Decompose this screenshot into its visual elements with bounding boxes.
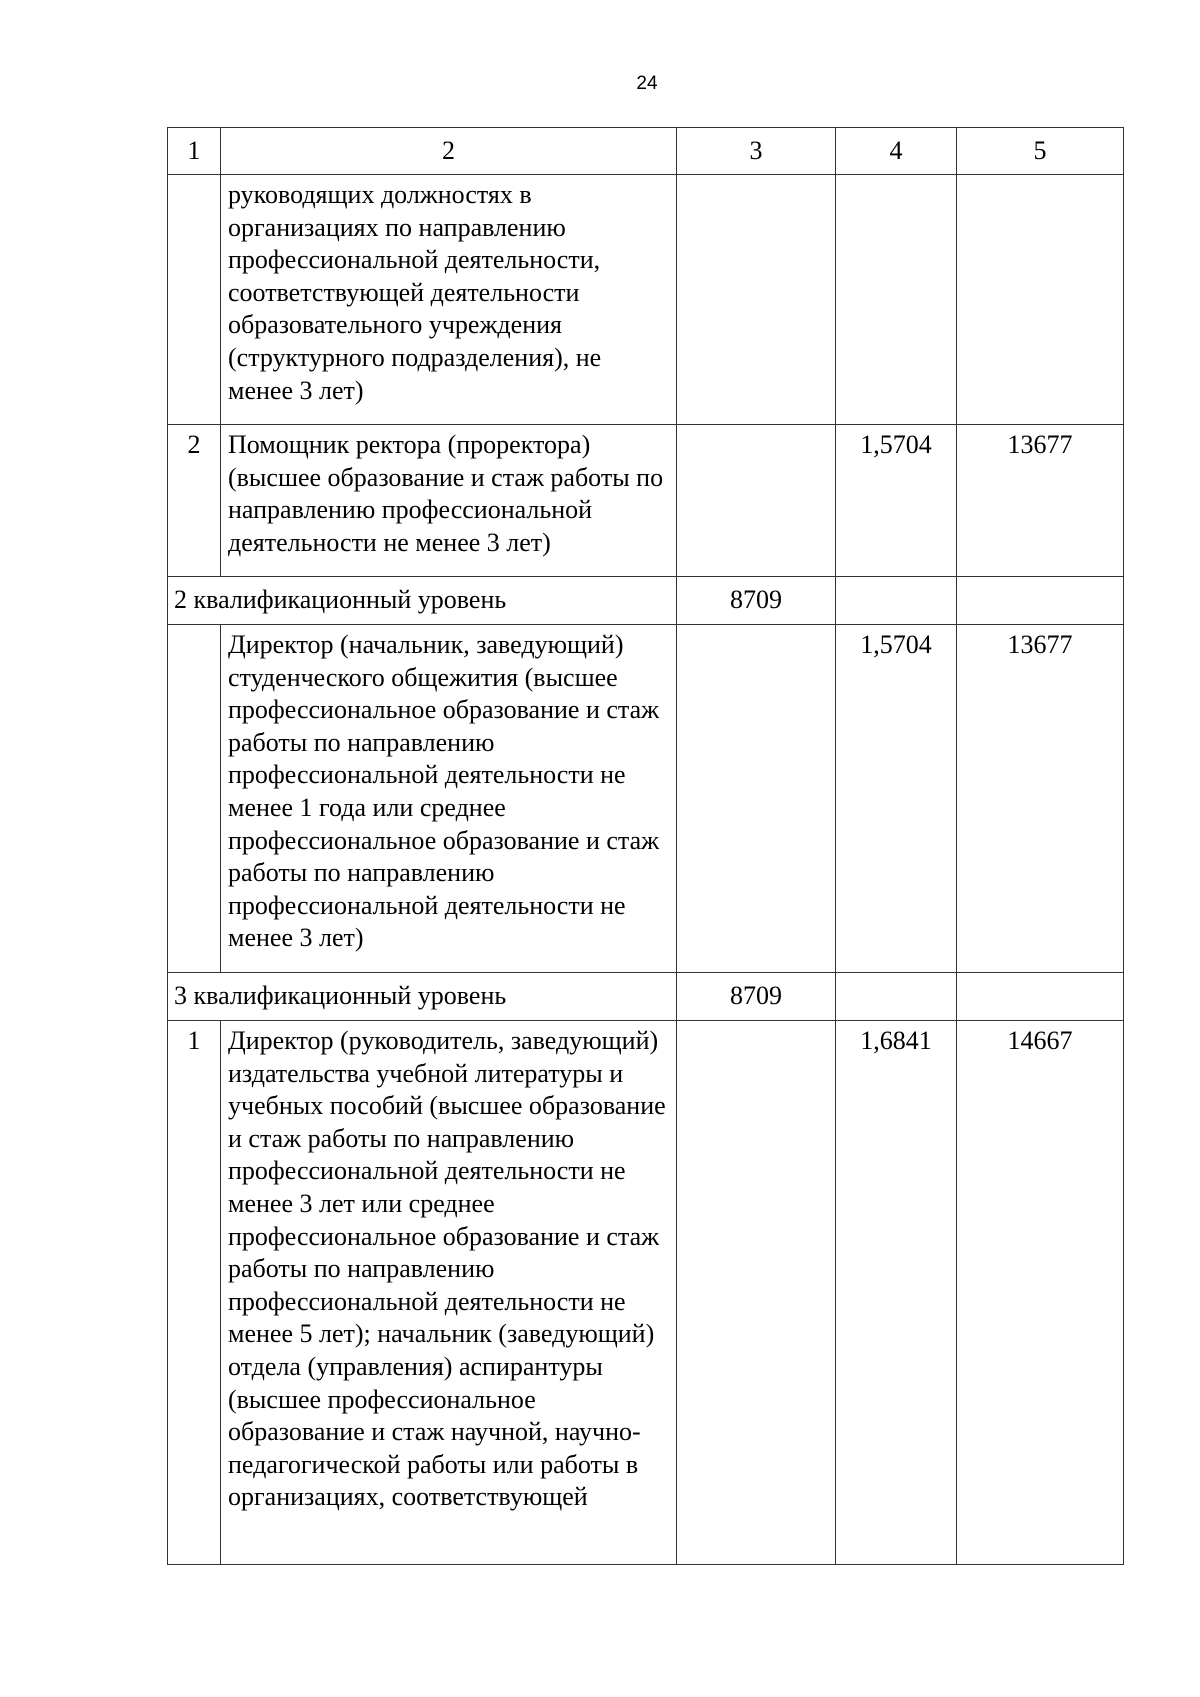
row-number: [168, 175, 221, 425]
header-cell-5: 5: [957, 128, 1124, 175]
coefficient: 1,5704: [836, 625, 957, 973]
position-description: руководящих должностях в организациях по направлению профессиональной деятельности, соответствующей деятельности образовательного учреждения (структурного подразделения), не менее 3 лет): [221, 175, 677, 425]
table-row: [168, 175, 1124, 425]
position-description: Директор (руководитель, заведующий) издательства учебной литературы и учебных пособий (высшее образование и стаж работы по направлению профессиональной деятельности не менее 3 лет или среднее профессиональное образование и стаж работы по направлению профессиональной деятельности не менее 5 лет); начальник (заведующий) отдела (управления) аспирантуры (высшее профессиональное образование и стаж научной, научно-педагогической работы или работы в организациях, соответствующей: [221, 1021, 677, 1565]
table-row: [168, 425, 1124, 577]
coefficient: [836, 577, 957, 625]
coefficient: 1,6841: [836, 1021, 957, 1565]
coefficient: [836, 973, 957, 1021]
salary-amount: [957, 973, 1124, 1021]
base-salary: [677, 1021, 836, 1565]
qualification-level-row: [168, 973, 1124, 1021]
base-salary: 8709: [677, 577, 836, 625]
table-row: [168, 1021, 1124, 1565]
header-cell-1: 1: [168, 128, 221, 175]
page-number: 24: [636, 73, 658, 94]
salary-amount: 13677: [957, 625, 1124, 973]
qualification-level-row: [168, 577, 1124, 625]
coefficient: 1,5704: [836, 425, 957, 577]
header-cell-4: 4: [836, 128, 957, 175]
base-salary: [677, 425, 836, 577]
qualification-level-label: 3 квалификационный уровень: [168, 973, 677, 1021]
table-row: [168, 625, 1124, 973]
qualification-level-label: 2 квалификационный уровень: [168, 577, 677, 625]
base-salary: 8709: [677, 973, 836, 1021]
header-cell-3: 3: [677, 128, 836, 175]
salary-amount: 13677: [957, 425, 1124, 577]
base-salary: [677, 625, 836, 973]
row-number: [168, 625, 221, 973]
coefficient: [836, 175, 957, 425]
salary-table: [167, 127, 1124, 1565]
base-salary: [677, 175, 836, 425]
header-cell-2: 2: [221, 128, 677, 175]
salary-amount: 14667: [957, 1021, 1124, 1565]
position-description: Помощник ректора (проректора) (высшее образование и стаж работы по направлению профессиональной деятельности не менее 3 лет): [221, 425, 677, 577]
salary-amount: [957, 175, 1124, 425]
salary-amount: [957, 577, 1124, 625]
position-description: Директор (начальник, заведующий) студенческого общежития (высшее профессиональное образование и стаж работы по направлению профессиональной деятельности не менее 1 года или среднее профессиональное образование и стаж работы по направлению профессиональной деятельности не менее 3 лет): [221, 625, 677, 973]
row-number: 2: [168, 425, 221, 577]
table-header-row: [168, 128, 1124, 175]
row-number: 1: [168, 1021, 221, 1565]
